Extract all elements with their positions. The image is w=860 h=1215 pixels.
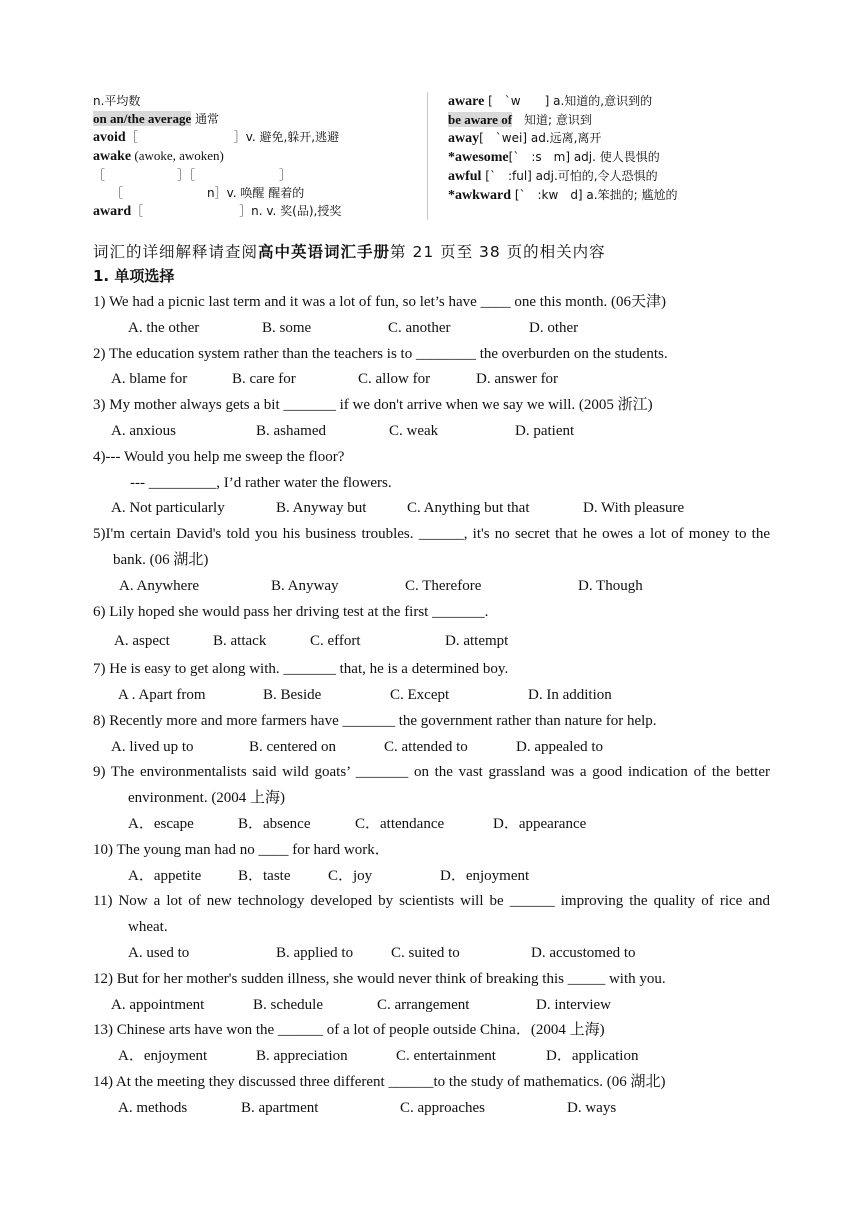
question	[93, 522, 770, 599]
option: C. allow for	[358, 371, 431, 388]
vocab-entry: away[ `wei] ad.远离,离开	[448, 131, 602, 146]
vocab-entry: aware [ `w ] a.知道的,意识到的	[448, 94, 653, 109]
option: B. appreciation	[256, 1048, 348, 1065]
option: D. ways	[567, 1099, 617, 1116]
question	[93, 342, 770, 394]
option: B．taste	[238, 867, 291, 884]
option: D．enjoyment	[440, 867, 530, 884]
option: D. appealed to	[516, 738, 604, 755]
option: B. care for	[232, 371, 296, 388]
option: D. other	[529, 319, 579, 336]
option: A. blame for	[111, 371, 188, 388]
option: B. applied to	[276, 944, 354, 961]
question	[93, 445, 770, 522]
vocab-headword: *awesome	[448, 150, 509, 165]
question	[93, 393, 770, 445]
option: C. suited to	[391, 944, 460, 961]
question-stem: 7) He is easy to get along with. _______ that, he is a determined boy.	[93, 661, 509, 678]
vocab-entry: awful [` :ful] adj.可怕的,令人恐惧的	[448, 169, 658, 184]
option: D. patient	[515, 422, 575, 439]
question	[93, 760, 770, 837]
question-stem: 10) The young man had no ____ for hard work．	[93, 841, 390, 858]
option: A. anxious	[111, 422, 176, 439]
question-stem: 9) The environmentalists said wild goats’ _______ on the vast grassland was a good indication of the better environment. (2004 上海)	[93, 764, 770, 807]
option: D. accustomed to	[531, 944, 636, 961]
option: C. entertainment	[396, 1048, 496, 1065]
question-stem: 2) The education system rather than the teachers is to ________ the overburden on the students.	[93, 345, 668, 362]
option: D. answer for	[476, 371, 559, 388]
vocab-entry: n.平均数	[93, 94, 141, 108]
option: A．escape	[128, 815, 194, 832]
option: B. ashamed	[256, 422, 326, 439]
option: C．joy	[328, 867, 373, 884]
vocab-column-right	[448, 92, 778, 205]
option: A. lived up to	[111, 738, 194, 755]
option: C. Except	[390, 686, 450, 703]
option-row	[93, 735, 770, 761]
option: D. With pleasure	[583, 500, 685, 517]
vocab-column-left	[93, 92, 423, 221]
vocab-entry: on an/the average 通常	[93, 111, 220, 126]
option: C. approaches	[400, 1099, 485, 1116]
option: B. some	[262, 319, 312, 336]
option: D. interview	[536, 996, 611, 1013]
option: D. Though	[578, 577, 643, 594]
question	[93, 709, 770, 761]
option: A. used to	[128, 944, 190, 961]
question	[93, 657, 770, 709]
option: A. appointment	[111, 996, 205, 1013]
option-row	[93, 941, 770, 967]
option: B. Beside	[263, 686, 322, 703]
option: D. attempt	[445, 633, 509, 650]
vocab-entry: awake (awoke, awoken)	[93, 148, 224, 164]
question-stem: 8) Recently more and more farmers have _______ the government rather than nature for help.	[93, 712, 657, 729]
vocab-entry: avoid［ ］v. 避免,躲开,逃避	[93, 130, 340, 145]
vocab-headword: aware	[448, 94, 485, 109]
question	[93, 967, 770, 1019]
option: C．attendance	[355, 815, 445, 832]
option: B. attack	[213, 633, 267, 650]
option: A. methods	[118, 1099, 188, 1116]
question	[93, 1070, 770, 1122]
question	[93, 889, 770, 966]
option: C. Therefore	[405, 577, 482, 594]
option-row	[93, 629, 770, 655]
question	[93, 600, 770, 656]
option-row	[93, 1044, 770, 1070]
option-row	[93, 993, 770, 1019]
option: B. centered on	[249, 738, 337, 755]
handbook-title: 高中英语词汇手册	[258, 243, 391, 261]
option: C. another	[388, 319, 451, 336]
question	[93, 290, 770, 342]
question-stem: 14) At the meeting they discussed three different ______to the study of mathematics. (06 湖北)	[93, 1073, 666, 1090]
question	[93, 838, 770, 890]
vocab-headword: avoid	[93, 130, 126, 145]
option-row	[93, 574, 770, 600]
option: B. Anyway but	[276, 500, 367, 517]
question-stem: 4)--- Would you help me sweep the floor?	[93, 448, 345, 465]
vocab-phrase: on an/the average	[93, 111, 192, 126]
question-reply: --- _________, I’d rather water the flowers.	[130, 474, 392, 491]
question-stem: 13) Chinese arts have won the ______ of a lot of people outside China．(2004 上海)	[93, 1022, 605, 1039]
question-stem: 6) Lily hoped she would pass her driving test at the first _______.	[93, 603, 489, 620]
option: C. effort	[310, 633, 361, 650]
option: B. apartment	[241, 1099, 319, 1116]
option: A. Not particularly	[111, 500, 225, 517]
vocab-headword: awful	[448, 169, 482, 184]
vocabulary-table	[93, 92, 773, 222]
option-row	[93, 316, 770, 342]
question-stem: 5)I'm certain David's told you his business troubles. ______, it's no secret that he owes a lot of money to the bank. (06 湖北)	[93, 526, 770, 568]
question-stem: 11) Now a lot of new technology developed by scientists will be ______ improving the quality of rice and wheat.	[93, 893, 770, 936]
option: C. arrangement	[377, 996, 470, 1013]
column-divider	[427, 92, 428, 220]
option-row	[93, 864, 770, 890]
option: B．absence	[238, 815, 311, 832]
option: A．appetite	[128, 867, 202, 884]
option-row	[93, 683, 770, 709]
vocab-headword: award	[93, 204, 132, 219]
option: D．appearance	[493, 815, 587, 832]
vocab-entry: *awesome[` :s m] adj. 使人畏惧的	[448, 150, 660, 165]
option: B. Anyway	[271, 577, 339, 594]
vocab-headword: awake	[93, 149, 132, 164]
vocab-phonetic-line: ［ ］［ ］	[93, 168, 292, 182]
option: D．application	[546, 1048, 639, 1065]
vocab-entry: award［ ］n. v. 奖(品),授奖	[93, 204, 342, 219]
question	[93, 1018, 770, 1070]
option-row	[93, 1096, 770, 1122]
vocab-phrase: be aware of	[448, 112, 513, 127]
question-stem: 3) My mother always gets a bit _______ if we don't arrive when we say we will. (2005 浙江)	[93, 397, 653, 414]
vocab-headword: *awkward	[448, 188, 512, 203]
section-title: 1. 单项选择	[93, 267, 175, 285]
question-stem: 12) But for her mother's sudden illness, she would never think of breaking this _____ with you.	[93, 970, 666, 987]
option-row	[93, 419, 770, 445]
option: B. schedule	[253, 996, 323, 1013]
vocab-phonetic-line: ［ n］v. 唤醒 醒着的	[93, 186, 305, 200]
option: A. Anywhere	[119, 577, 199, 594]
option: D. In addition	[528, 686, 612, 703]
vocab-headword: away	[448, 131, 480, 146]
vocab-entry: *awkward [` :kw d] a.笨拙的; 尴尬的	[448, 188, 678, 203]
reference-note: 词汇的详细解释请查阅高中英语词汇手册第 21 页至 38 页的相关内容	[93, 243, 606, 261]
option: C. Anything but that	[407, 500, 530, 517]
option: A . Apart from	[118, 686, 206, 703]
question-stem: 1) We had a picnic last term and it was a lot of fun, so let’s have ____ one this month. (06天津)	[93, 294, 666, 310]
option-row	[93, 496, 770, 522]
vocab-entry: be aware of 知道; 意识到	[448, 112, 592, 127]
option: C. attended to	[384, 738, 468, 755]
option: C. weak	[389, 422, 439, 439]
option: A. aspect	[114, 633, 170, 650]
option-row	[93, 367, 770, 393]
question-list	[93, 290, 770, 1122]
option: A. the other	[128, 319, 200, 336]
option-row	[93, 812, 770, 838]
option: A．enjoyment	[118, 1048, 208, 1065]
